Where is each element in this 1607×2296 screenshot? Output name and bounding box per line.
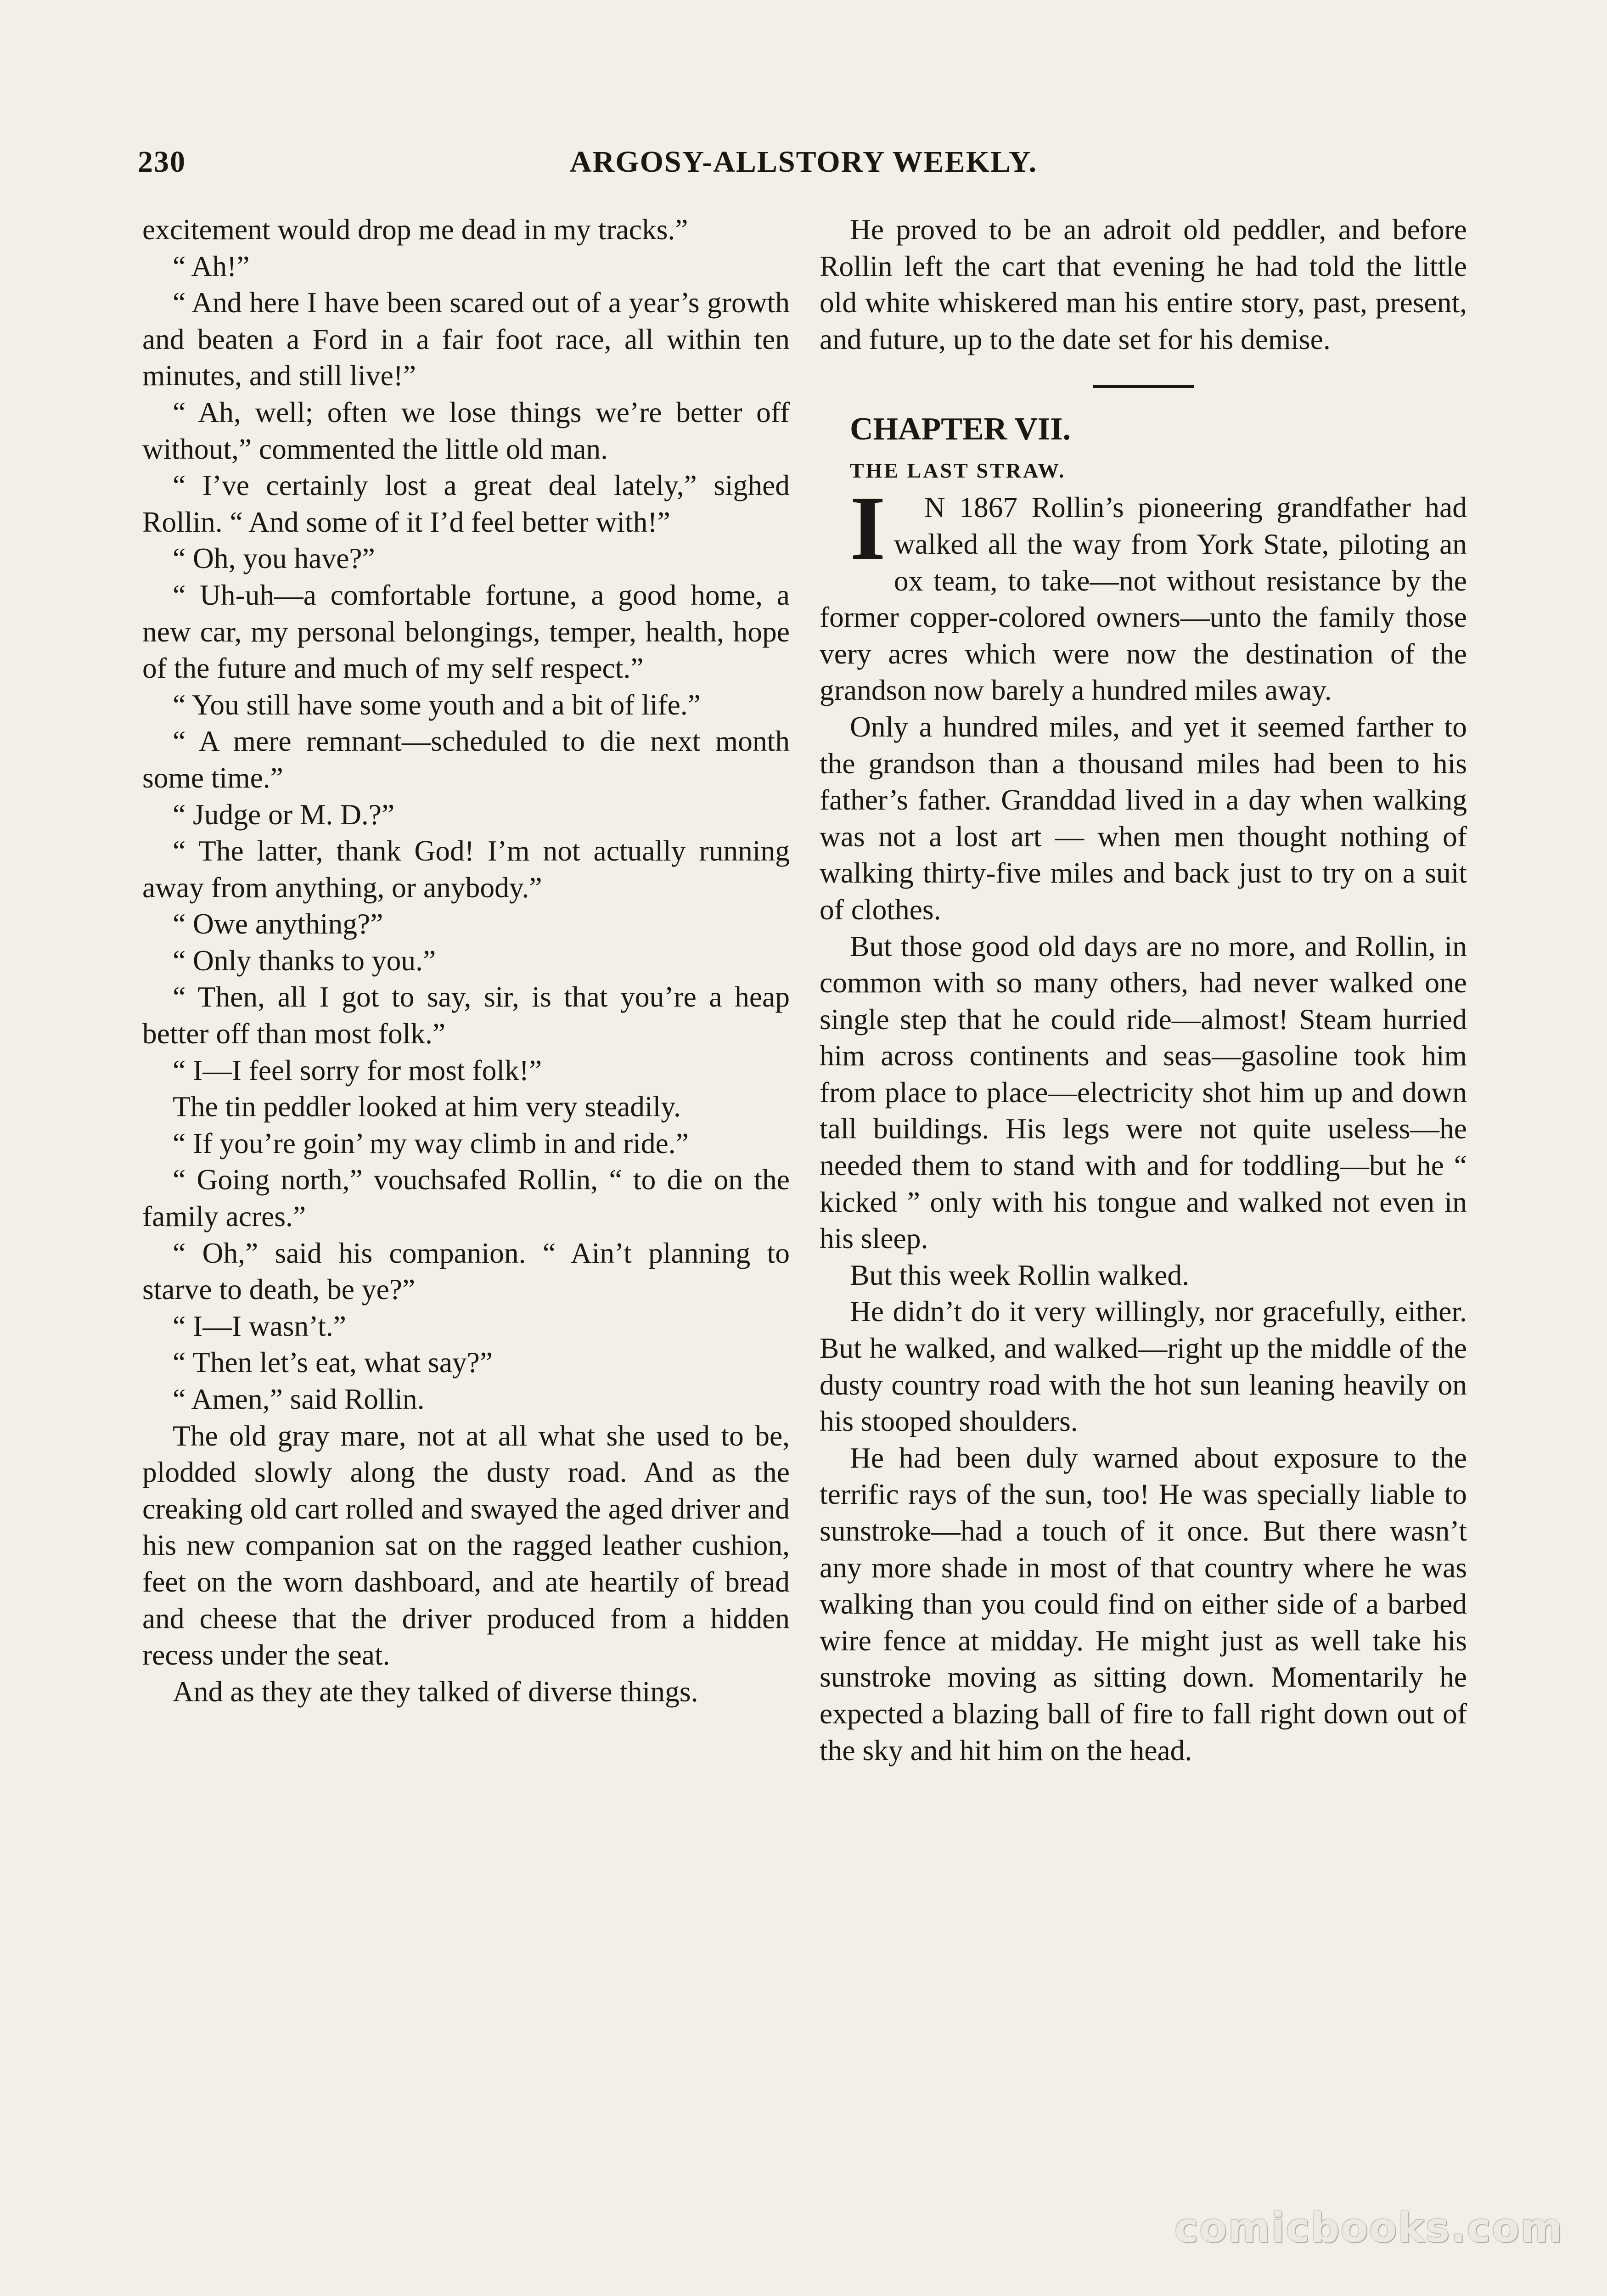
paragraph: He had been duly warned about exposure to the terrific rays of the sun, too! He was specially liable to sunstroke—had a touch of it once. But there wasn’t any more shade in most of that country where he was walking than you could find on either side of a barbed wire fence at midday. He might just as well take his sunstroke moving as sitting down. Momentarily he expected a blazing ball of fire to fall right down out of the sky and hit him on the head. (820, 1441, 1467, 1767)
paragraph: But those good old days are no more, and Rollin, in common with so many others, had never walked one single step that he could ride—almost! Steam hurried him across continents and seas—gasoline took him from place to place—electricity shot him up and down tall buildings. His legs were not quite useless—he needed them to stand with and for toddling—but he “ kicked ” only with his tongue and walked not even in his sleep. (820, 929, 1467, 1255)
paragraph: “ Only thanks to you.” (173, 944, 436, 977)
paragraph: “ Ah, well; often we lose things we’re better off without,” commented the little old man. (142, 395, 790, 465)
paragraph: “ Ah!” (173, 249, 250, 282)
paragraph: “ A mere remnant—scheduled to die next month some time.” (142, 725, 790, 794)
chapter-opening-paragraph (820, 478, 1467, 709)
paragraph: The old gray mare, not at all what she used to be, plodded slowly along the dusty road. And as the creaking old cart rolled and swayed the aged driver and his new companion sat on the ragged leather cushion, feet on the worn dashboard, and ate heartily of bread and cheese that the driver produced from a hidden recess under the seat. (142, 1419, 790, 1671)
paragraph: And as they ate they talked of diverse things. (173, 1675, 698, 1708)
opening-text: N 1867 Rollin’s pioneering grandfather had walked all the way from York State, piloting an ox team, to take—not without resistance by the former copper-colored owners—unto the family those very acres which were now the destination of the grandson now barely a hundred miles away. (820, 491, 1467, 707)
page-number: 230 (138, 145, 186, 179)
paragraph: “ Oh,” said his companion. “ Ain’t planning to starve to death, be ye?” (142, 1236, 790, 1306)
paragraph: “ Uh-uh—a comfortable fortune, a good home, a new car, my personal belongings, temper, health, hope of the future and much of my self respect.” (142, 578, 790, 685)
running-title: ARGOSY-ALLSTORY WEEKLY. (569, 145, 1038, 179)
paragraph: “ Amen,” said Rollin. (173, 1383, 425, 1415)
paragraph: “ I’ve certainly lost a great deal lately,” sighed Rollin. “ And some of it I’d feel better with!” (142, 469, 790, 538)
paragraph: “ Judge or M. D.?” (173, 798, 395, 831)
paragraph: But this week Rollin walked. (850, 1258, 1189, 1291)
paragraph: “ If you’re goin’ my way climb in and ride.” (173, 1126, 689, 1159)
paragraph: The tin peddler looked at him very steadily. (173, 1090, 681, 1123)
chapter-subtitle: THE LAST STRAW. (850, 459, 1066, 483)
paragraph: “ The latter, thank God! I’m not actually running away from anything, or anybody.” (142, 834, 790, 904)
paragraph: “ Owe anything?” (173, 907, 383, 940)
paragraph: “ And here I have been scared out of a year’s growth and beaten a Ford in a fair foot race, all within ten minutes, and still live!” (142, 286, 790, 392)
page-header (138, 140, 1469, 191)
paragraph: “ Oh, you have?” (173, 542, 375, 575)
paragraph: Only a hundred miles, and yet it seemed farther to the grandson than a thousand miles had been to his father’s father. Granddad lived in a day when walking was not a lost art — when men thought nothing of walking thirty-five miles and back just to try on a suit of clothes. (820, 710, 1467, 926)
paragraph: “ Then let’s eat, what say?” (173, 1346, 493, 1379)
drop-cap: I (850, 478, 886, 580)
section-divider (1093, 385, 1194, 388)
site-watermark: comicbooks.com (1174, 2204, 1563, 2251)
paragraph: He proved to be an adroit old peddler, and before Rollin left the cart that evening he had told the little old white whiskered man his entire story, past, present, and future, up to the date set for his demise. (820, 213, 1467, 355)
paragraph: “ I—I feel sorry for most folk!” (173, 1053, 542, 1086)
paragraph: “ Then, all I got to say, sir, is that you’re a heap better off than most folk.” (142, 980, 790, 1050)
paragraph: excitement would drop me dead in my tracks.” (142, 213, 688, 246)
right-column (820, 211, 1467, 1768)
paragraph: “ I—I wasn’t.” (173, 1309, 346, 1342)
paragraph: “ Going north,” vouchsafed Rollin, “ to die on the family acres.” (142, 1163, 790, 1233)
chapter-title: CHAPTER VII. (850, 411, 1071, 447)
paragraph: “ You still have some youth and a bit of life.” (173, 688, 701, 721)
paragraph: He didn’t do it very willingly, nor gracefully, either. But he walked, and walked—right up the middle of the dusty country road with the hot sun leaning heavily on his stooped shoulders. (820, 1295, 1467, 1438)
left-column (142, 211, 790, 1710)
